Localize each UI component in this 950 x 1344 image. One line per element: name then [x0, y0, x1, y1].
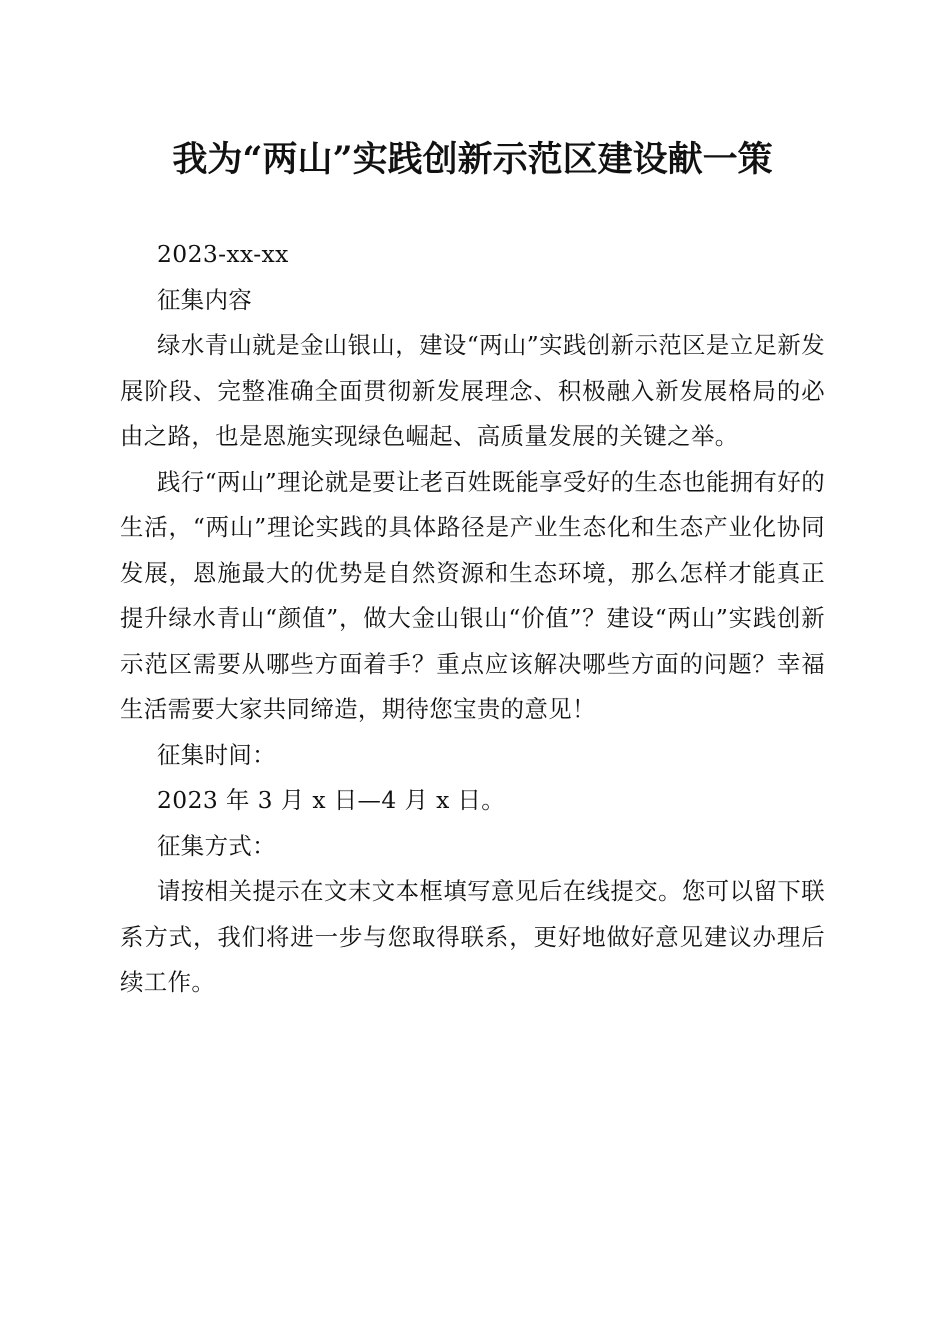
- section-content-label: 征集内容: [157, 285, 253, 314]
- paragraph-method: 请按相关提示在文末文本框填写意见后在线提交。您可以留下联系方式，我们将进一步与您取得联系，更好地做好意见建议办理后续工作。: [120, 877, 825, 996]
- document-page: [120, 0, 825, 1006]
- document-body: [120, 232, 825, 1006]
- document-date: 2023-xx-xx: [157, 240, 289, 268]
- paragraph-questions: 践行“两山”理论就是要让老百姓既能享受好的生态也能拥有好的生活，“两山”理论实践的具体路径是产业生态化和生态产业化协同发展，恩施最大的优势是自然资源和生态环境，那么怎样才能真正提升绿水青山“颜值”，做大金山银山“价值”？建设“两山”实践创新示范区需要从哪些方面着手？重点应该解决哪些方面的问题？幸福生活需要大家共同缔造，期待您宝贵的意见！: [120, 467, 825, 723]
- document-title: 我为“两山”实践创新示范区建设献一策: [172, 139, 773, 180]
- time-value: 2023 年 3 月 x 日—4 月 x 日。: [157, 786, 506, 814]
- section-method-label: 征集方式：: [157, 831, 276, 860]
- section-time-label: 征集时间：: [157, 740, 276, 769]
- paragraph-intro: 绿水青山就是金山银山，建设“两山”实践创新示范区是立足新发展阶段、完整准确全面贯彻新发展理念、积极融入新发展格局的必由之路，也是恩施实现绿色崛起、高质量发展的关键之举。: [120, 331, 825, 450]
